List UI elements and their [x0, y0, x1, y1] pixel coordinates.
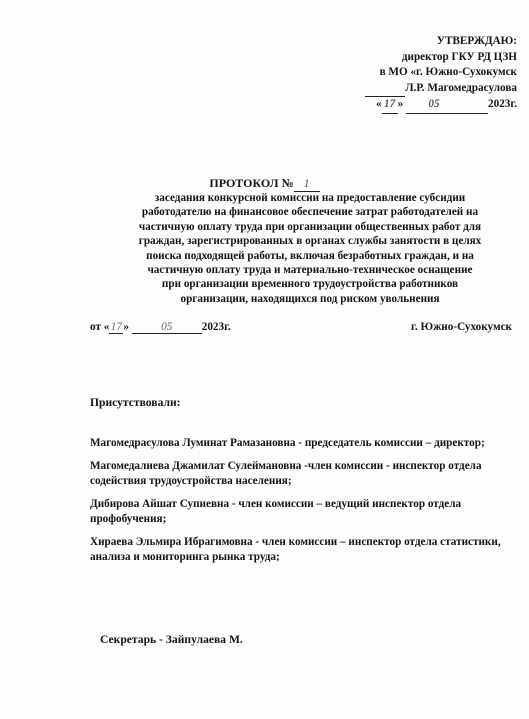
approval-heading: УТВЕРЖДАЮ:: [436, 35, 517, 47]
member-item: Хираева Эльмира Ибрагимовна - член комиссии – инспектор отдела статистики, анализа и мониторинга рынка труда;: [90, 536, 501, 563]
approval-quote-close: »: [397, 98, 404, 111]
approval-block: [365, 34, 517, 114]
approval-signature-line: [365, 81, 517, 98]
protocol-number: 1: [294, 176, 320, 192]
member-item: Дибирова Айшат Супиевна - член комиссии – ведущий инспектор отдела профобучения;: [90, 498, 462, 525]
present-label: Присутствовали:: [90, 396, 181, 409]
protocol-title: [0, 176, 529, 192]
approval-date-line: [365, 97, 517, 114]
approval-month-tail: [462, 97, 488, 114]
signature-blank: [365, 81, 405, 98]
date-city: г. Южно-Сухокумск: [411, 321, 512, 333]
approval-day: 17: [382, 97, 398, 114]
secretary-line: Секретарь - Зайпулаева М.: [100, 633, 243, 646]
subject-line: работодателю на финансовое обеспечение затрат работодателей на: [141, 206, 479, 219]
subject-line: заседания конкурсной комиссии на предоставление субсидии: [154, 192, 466, 204]
member-item: Магомедрасулова Луминат Рамазановна - председатель комиссии – директор;: [90, 437, 485, 449]
subject-line: при организации временного трудоустройства работников: [161, 278, 459, 291]
member-item: Магомедалиева Джамилат Сулеймановна -член комиссии - инспектор отдела содействия трудоустройства населения;: [90, 460, 482, 487]
subject-line: частичную оплату труда при организации общественных работ для: [138, 220, 482, 233]
date-month: 05: [132, 321, 202, 334]
protocol-date-row: [90, 321, 512, 334]
date-prefix: от «: [90, 321, 110, 333]
protocol-date: [90, 321, 231, 334]
date-mid: »: [123, 321, 129, 333]
subject-line: граждан, зарегистрированных в органах службы занятости в целях: [138, 235, 482, 248]
protocol-subject: [100, 191, 520, 306]
approval-position-line1: директор ГКУ РД ЦЗН: [401, 50, 517, 63]
approval-month: 05: [406, 97, 462, 114]
members-list: [90, 436, 520, 573]
subject-line: частичную оплату труда и материально-техническое оснащение: [147, 264, 473, 277]
subject-line: организации, находящихся под риском увольнения: [180, 292, 440, 305]
date-year: 2023г.: [201, 321, 231, 333]
approval-position-line2: в МО «г. Южно-Сухокумск: [379, 66, 517, 79]
protocol-title-text: ПРОТОКОЛ №: [209, 176, 294, 190]
subject-line: поиска подходящей работы, включая безработных граждан, и на: [146, 249, 474, 262]
approval-year: 2023г.: [488, 98, 517, 111]
date-day: 17: [110, 321, 122, 333]
approval-quote-open: «: [376, 98, 382, 111]
approval-signature-name: Л.Р. Магомедрасулова: [405, 81, 517, 94]
